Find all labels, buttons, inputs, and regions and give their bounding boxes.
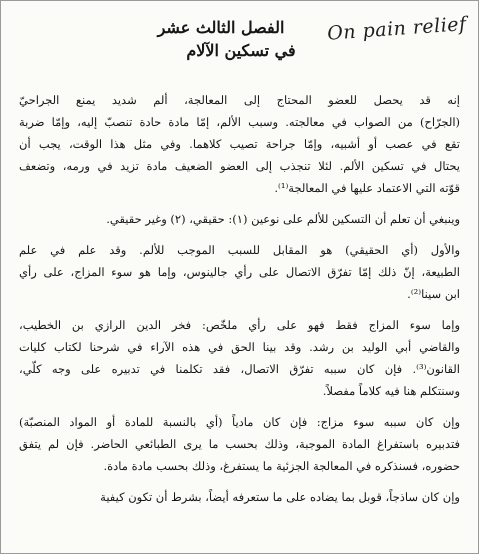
- paragraph: [19, 486, 460, 508]
- text-line: والقاضي أبي الوليد بن رشد. وقد بينا الحق في هذه الآراء في شرحنا لكتاب كليات: [19, 340, 460, 354]
- text-line: إنه قد يحصل للعضو المحتاج إلى المعالجة، ألم شديد يمنع الجراحيّ: [19, 93, 460, 107]
- text-line: القانون⁽³⁾. فإن كان سببه تفرّق الاتصال، فقد تكلمنا في تدبيره على وجه كلّي،: [19, 362, 460, 376]
- text-line: وسنتكلم هنا فيه كلاماً مفصلاً.: [322, 384, 460, 398]
- text-line: يحتال في تسكين الألم. لئلا تنجذب إلى العضو الضعيف مادة تزيد في ورمه، وتضعف: [19, 159, 460, 173]
- text-line: وإن كان سببه سوء مزاج: فإن كان مادياً (أي بالنسبة للمادة أو المواد المنصبّة): [19, 415, 460, 429]
- paragraph: [19, 208, 460, 230]
- paragraph: [19, 89, 460, 199]
- chapter-title: الفصل الثالث عشر: [157, 18, 285, 37]
- text-line: فتدبيره باستفراغ المادة الموجبة، وذلك بحسب ما يرى الطبائعي الحاضر. فإن لم يتفق: [19, 437, 460, 451]
- paragraph: [19, 411, 460, 477]
- text-line: وإن كان ساذجاً، قوبل بما يضاده على ما ستعرفه أيضاً، بشرط أن تكون كيفية: [100, 490, 460, 504]
- document-body: [19, 89, 460, 517]
- text-line: حضوره، فسنذكره في المعالجة الجزئية ما يستفرغ، وذلك بحسب مادة مادة.: [103, 459, 460, 473]
- text-line: ابن سينا⁽²⁾.: [407, 287, 460, 301]
- text-line: تقع في عصب أو أشبيه، وإمّا جراحة تصيب كلاهما. وفي مثل هذا الوقت، يجب أن: [19, 137, 460, 151]
- text-line: والأول (أي الحقيقي) هو المقابل للسبب الموجب للألم. وقد علم في علم: [19, 243, 460, 257]
- text-line: وإما سوء المزاج فقط فهو على رأي ملخّص: فخر الدين الرازي بن الخطيب،: [19, 318, 460, 332]
- chapter-subtitle: في تسكين الآلام: [186, 41, 296, 60]
- text-line: وينبغي أن تعلم أن التسكين للألم على نوعين (١): حقيقي، (٢) وغير حقيقي.: [106, 212, 460, 226]
- paragraph: [19, 314, 460, 402]
- handwritten-annotation: On pain relief: [326, 13, 467, 45]
- text-line: (الجرّاح) من الصواب في معالجته. وسبب الألم، إمّا مادة حادة تنصبّ إليه، وإمّا ضربة: [19, 115, 460, 129]
- text-line: الطبيعة، إنّ ذلك إمّا تفرّق الاتصال على رأي جالينوس، وإما هو سوء المزاج، على رأي: [19, 265, 460, 279]
- paragraph: [19, 239, 460, 305]
- text-line: قوّته التي الاعتماد عليها في المعالجة⁽¹⁾.: [274, 181, 460, 195]
